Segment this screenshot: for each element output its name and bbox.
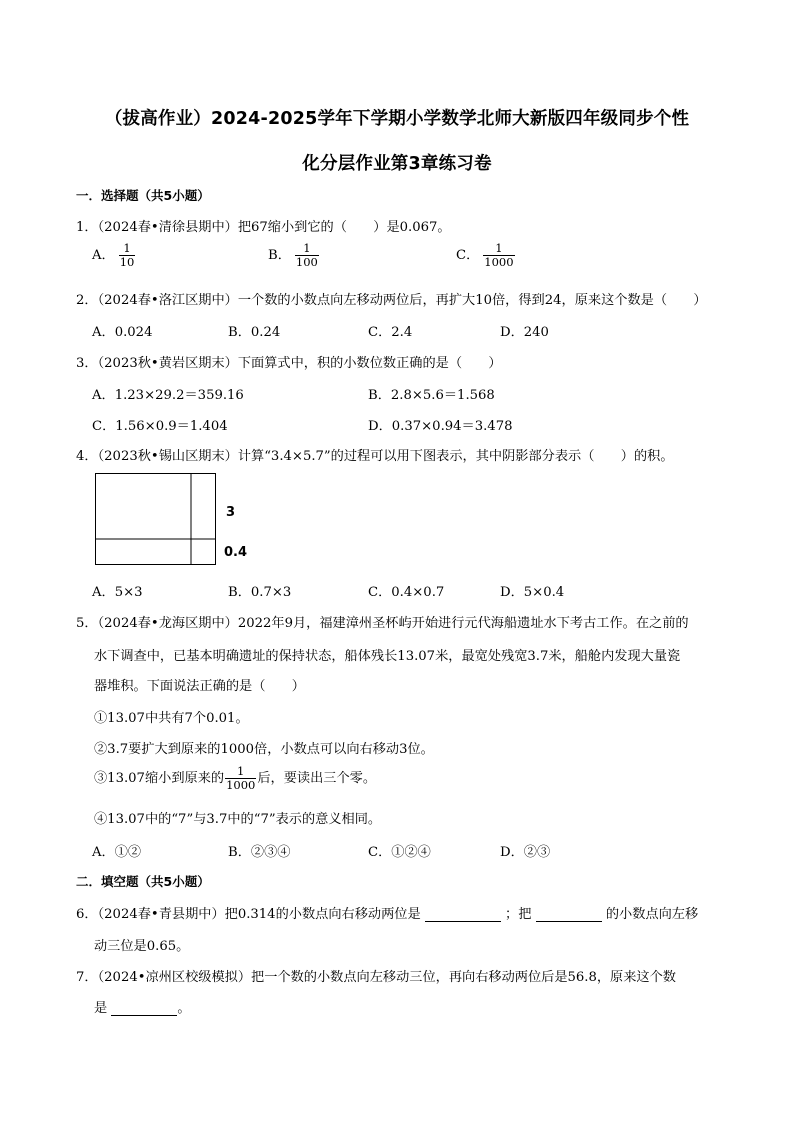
fraction: $\frac{1}{10}$ [119, 241, 135, 270]
question-4-stem: 4．（2023秋•锡山区期末）计算“3.4×5.7”的过程可以用下图表示，其中阴影部分表示（ ）的积。 [76, 449, 674, 464]
fraction: $\frac{1}{1000}$ [484, 241, 514, 270]
answer-blank-2[interactable] [536, 909, 602, 922]
question-2-option-a[interactable]: A．0.024 [92, 325, 153, 340]
answer-blank-3[interactable] [111, 1003, 177, 1016]
question-4-option-c[interactable]: C．0.4×0.7 [368, 585, 445, 600]
question-2-option-c[interactable]: C．2.4 [368, 325, 413, 340]
question-3-option-a[interactable]: A．1.23×29.2＝359.16 [92, 388, 244, 403]
question-7-line-1: 7．（2024•凉州区校级模拟）把一个数的小数点向左移动三位，再向右移动两位后是56.8，原来这个数 [76, 970, 676, 985]
question-1-option-c[interactable]: C． $\frac{1}{1000}$ [456, 241, 514, 270]
question-3-stem: 3．（2023秋•黄岩区期末）下面算式中，积的小数位数正确的是（ ） [76, 356, 502, 371]
title-line-2: 化分层作业第3章练习卷 [302, 154, 492, 174]
question-2-option-d[interactable]: D．240 [500, 325, 549, 340]
question-3-option-d[interactable]: D．0.37×0.94＝3.478 [368, 419, 513, 434]
question-5-option-b[interactable]: B．②③④ [228, 845, 291, 860]
question-3-option-c[interactable]: C．1.56×0.9＝1.404 [92, 419, 228, 434]
diagram-label-3: 3 [226, 505, 236, 520]
question-1-stem: 1．（2024春•清徐县期中）把67缩小到它的（ ）是0.067。 [76, 220, 451, 235]
statement-3: ③13.07缩小到原来的 $\frac{1}{1000}$ 后，要读出三个零。 [94, 764, 377, 793]
question-4-option-a[interactable]: A．5×3 [92, 585, 143, 600]
title-line-1: （拔高作业）2024-2025学年下学期小学数学北师大新版四年级同步个性 [104, 109, 690, 129]
statement-2: ②3.7要扩大到原来的1000倍，小数点可以向右移动3位。 [94, 742, 434, 757]
section-fill-heading: 二．填空题（共5小题） [76, 874, 210, 889]
area-model-diagram [95, 473, 220, 570]
question-5-option-a[interactable]: A．①② [92, 845, 142, 860]
question-4-option-d[interactable]: D．5×0.4 [500, 585, 565, 600]
question-1-option-b[interactable]: B． $\frac{1}{100}$ [268, 241, 318, 270]
statement-4: ④13.07中的“7”与3.7中的“7”表示的意义相同。 [94, 812, 382, 827]
question-6-line-1: 6．（2024春•青县期中）把0.314的小数点向右移动两位是 ；把 的小数点向左移 [76, 907, 699, 922]
question-5-stem-line-2: 水下调查中，已基本明确遗址的保持状态，船体残长13.07米，最宽处残宽3.7米，船舱内发现大量瓷 [94, 649, 681, 664]
diagram-label-0-4: 0.4 [224, 545, 248, 560]
question-2-stem: 2．（2024春•洛江区期中）一个数的小数点向左移动两位后，再扩大10倍，得到24，原来这个数是（ ） [76, 293, 707, 308]
question-5-stem-line-1: 5．（2024春•龙海区期中）2022年9月，福建漳州圣杯屿开始进行元代海船遗址水下考古工作。在之前的 [76, 616, 689, 631]
question-3-option-b[interactable]: B．2.8×5.6＝1.568 [368, 388, 495, 403]
statement-1: ①13.07中共有7个0.01。 [94, 711, 249, 726]
section-choice-heading: 一．选择题（共5小题） [76, 188, 210, 203]
question-5-stem-line-3: 器堆积。下面说法正确的是（ ） [94, 679, 305, 694]
question-5-option-d[interactable]: D．②③ [500, 845, 551, 860]
answer-blank-1[interactable] [425, 909, 501, 922]
question-5-option-c[interactable]: C．①②④ [368, 845, 431, 860]
fraction: $\frac{1}{100}$ [295, 241, 318, 270]
question-6-line-2: 动三位是0.65。 [94, 939, 190, 954]
question-1-option-a[interactable]: A． $\frac{1}{10}$ [92, 241, 135, 270]
fraction: $\frac{1}{1000}$ [226, 764, 256, 793]
question-7-line-2: 是 。 [94, 1001, 191, 1016]
question-2-option-b[interactable]: B．0.24 [228, 325, 281, 340]
question-4-option-b[interactable]: B．0.7×3 [228, 585, 292, 600]
